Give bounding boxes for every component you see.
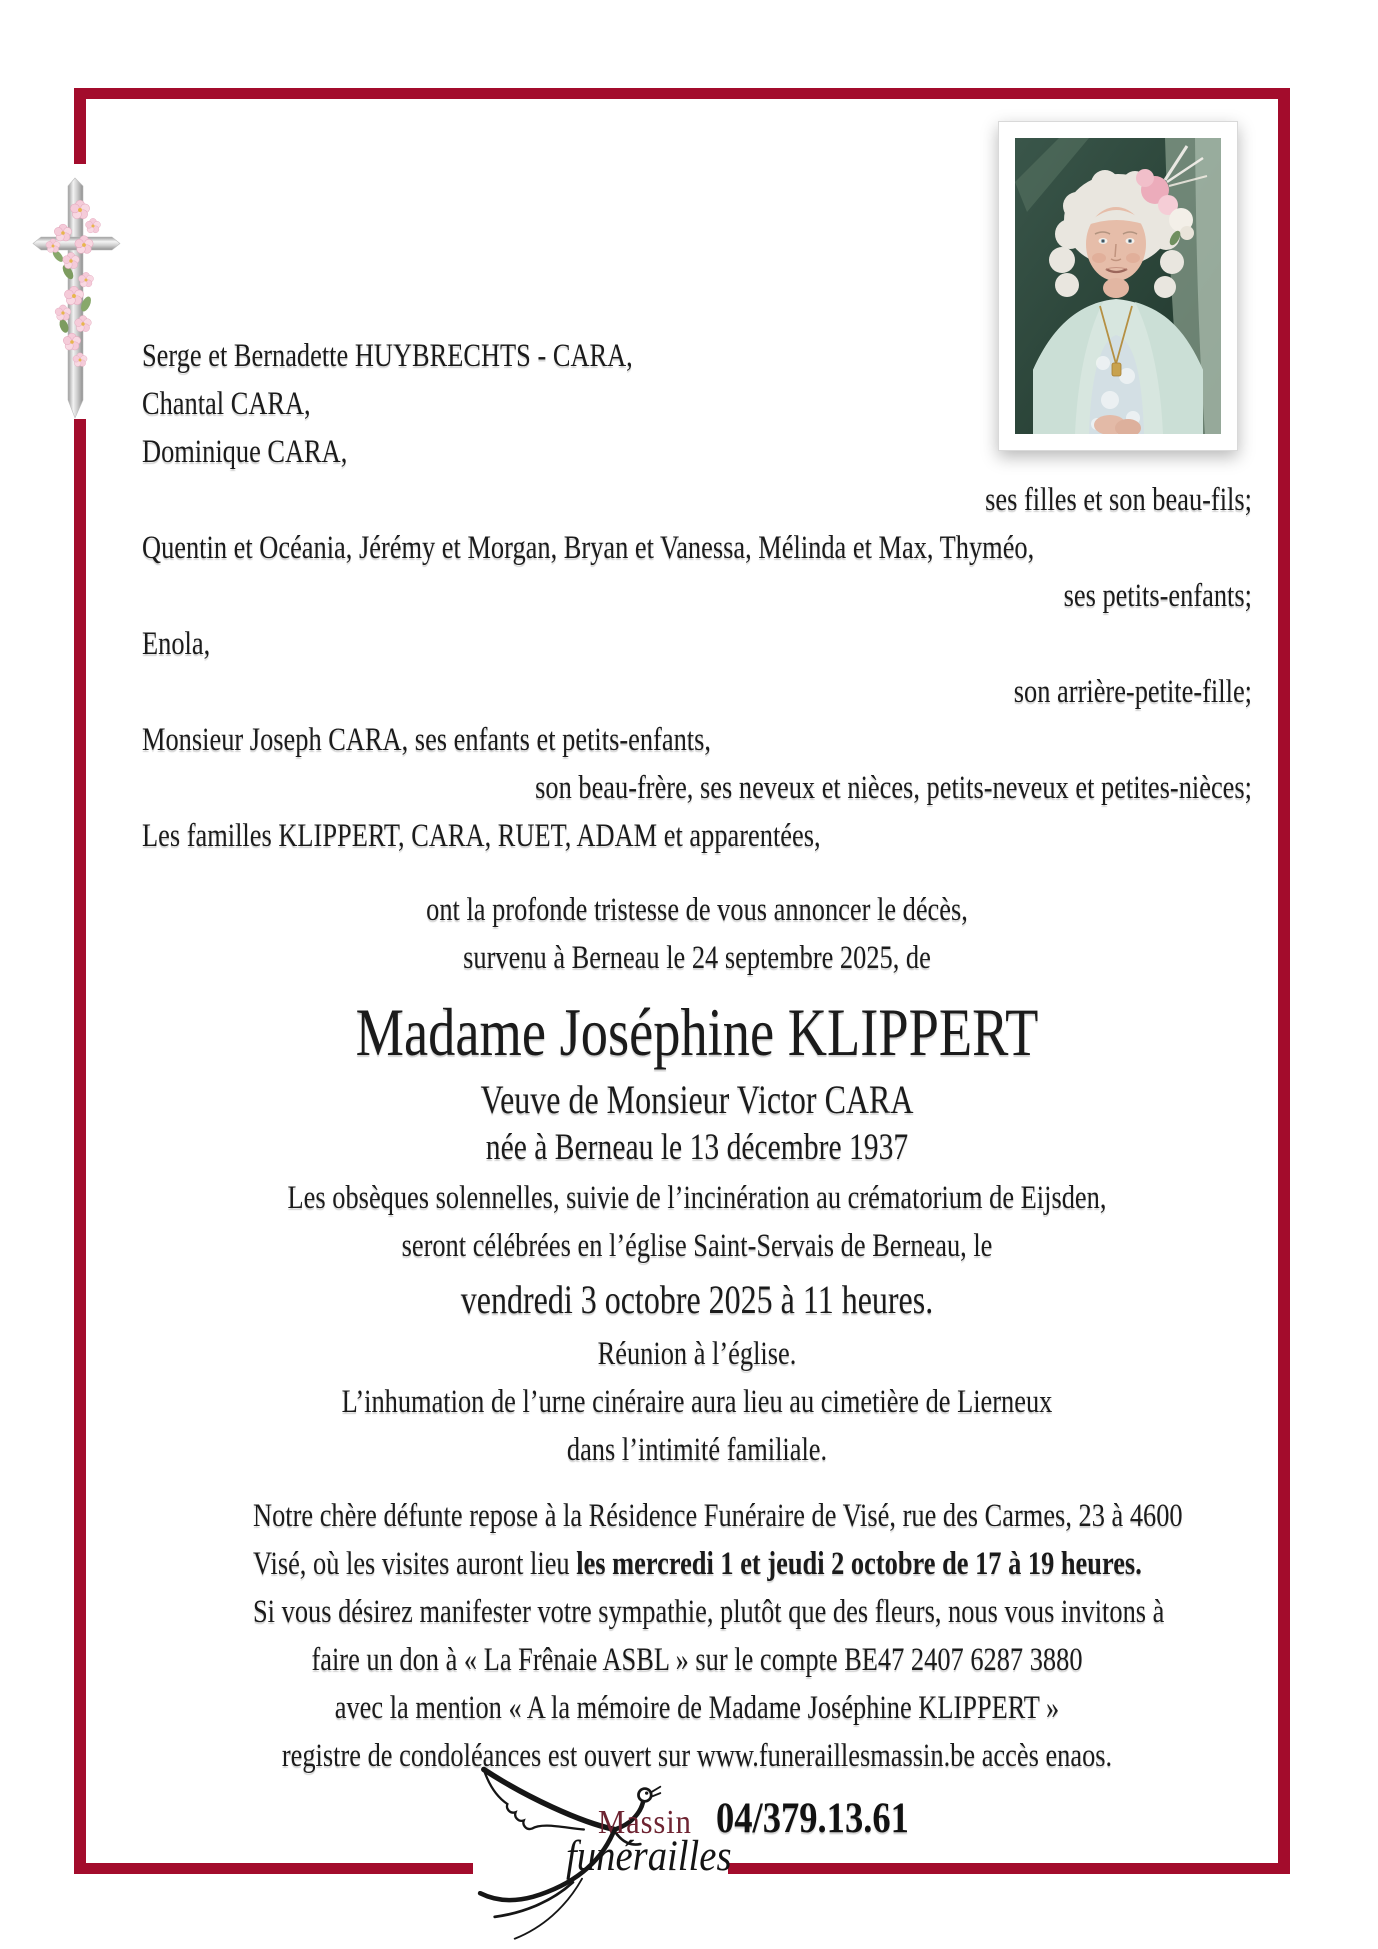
memorial-cross-icon [28,176,130,427]
family-relation-line: ses filles et son beau-fils; [985,482,1252,518]
ceremony-line: Les obsèques solennelles, suivie de l’incinération au crématorium de Eijsden, [287,1180,1107,1216]
practical-line [253,1540,1141,1588]
ceremony-line: Réunion à l’église. [597,1336,797,1372]
visits-normal-text: Visé, où les visites auront lieu [253,1546,577,1582]
ceremony-datetime: vendredi 3 octobre 2025 à 11 heures. [460,1277,934,1322]
practical-line: Notre chère défunte repose à la Résidence Funéraire de Visé, rue des Carmes, 23 à 4600 [253,1498,1183,1534]
announcement-line: survenu à Berneau le 24 septembre 2025, de [463,940,931,976]
brand-name: Massin [598,1804,692,1841]
family-line: Les familles KLIPPERT, CARA, RUET, ADAM et apparentées, [142,818,821,854]
frame-border-bottom-right [728,1863,1290,1874]
ceremony-line: seront célébrées en l’église Saint-Servais de Berneau, le [401,1228,993,1264]
ceremony-line: L’inhumation de l’urne cinéraire aura lieu au cimetière de Lierneux [341,1384,1053,1420]
frame-border-right [1278,88,1290,1874]
family-relation-line: son beau-frère, ses neveux et nièces, petits-neveux et petites-nièces; [535,770,1252,806]
deceased-name-title: Madame Joséphine KLIPPERT [355,994,1039,1070]
donation-mention-line: avec la mention « A la mémoire de Madame Joséphine KLIPPERT » [334,1690,1060,1726]
frame-border-top [74,88,1290,99]
family-line: Quentin et Océania, Jérémy et Morgan, Bryan et Vanessa, Mélinda et Max, Thyméo, [142,530,1035,566]
frame-border-bottom-left [74,1863,473,1874]
family-line: Serge et Bernadette HUYBRECHTS - CARA, [142,338,633,374]
family-line: Chantal CARA, [142,386,311,422]
family-line: Monsieur Joseph CARA, ses enfants et petits-enfants, [142,722,711,758]
family-relation-line: ses petits-enfants; [1063,578,1252,614]
practical-line: Si vous désirez manifester votre sympathie, plutôt que des fleurs, nous vous invitons à [253,1594,1165,1630]
family-line: Enola, [142,626,211,662]
deceased-subtitle: Veuve de Monsieur Victor CARA [480,1077,914,1122]
frame-border-left-upper [74,88,86,164]
announcement-line: ont la profonde tristesse de vous annoncer le décès, [426,892,968,928]
donation-line: faire un don à « La Frênaie ASBL » sur le compte BE47 2407 6287 3880 [311,1642,1083,1678]
ceremony-line: dans l’intimité familiale. [566,1432,828,1468]
deceased-birth-line: née à Berneau le 13 décembre 1937 [485,1127,909,1168]
family-relation-line: son arrière-petite-fille; [1013,674,1252,710]
frame-border-left-lower [74,419,86,1874]
brand-subtitle: funérailles [566,1833,732,1880]
phone-number: 04/379.13.61 [716,1795,909,1842]
condolence-register-line: registre de condoléances est ouvert sur www.funeraillesmassin.be accès enaos. [281,1738,1113,1774]
announcement-text-block [142,332,1252,1780]
visits-bold-text: les mercredi 1 et jeudi 2 octobre de 17 à 19 heures. [576,1546,1142,1582]
family-line: Dominique CARA, [142,434,348,470]
